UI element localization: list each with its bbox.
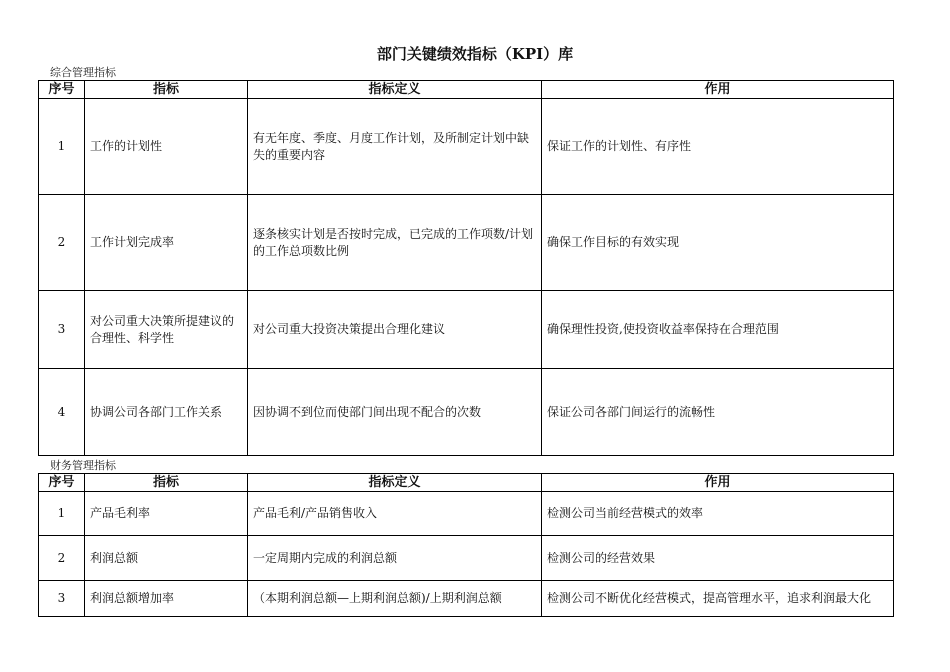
table-header-row	[39, 81, 894, 99]
table-row	[39, 195, 894, 291]
row-indicator: 工作的计划性	[85, 99, 248, 195]
header-no: 序号	[39, 474, 85, 492]
row-indicator: 利润总额增加率	[85, 581, 248, 617]
section-label-general: 综合管理指标	[50, 66, 116, 79]
table-header-row	[39, 474, 894, 492]
row-purpose: 检测公司当前经营模式的效率	[542, 492, 894, 536]
table-row	[39, 369, 894, 456]
header-indicator: 指标	[85, 81, 248, 99]
kpi-table-finance	[38, 473, 894, 617]
table-row	[39, 291, 894, 369]
row-purpose: 确保理性投资,使投资收益率保持在合理范围	[542, 291, 894, 369]
row-indicator: 产品毛利率	[85, 492, 248, 536]
row-no: 2	[39, 195, 85, 291]
table-row	[39, 536, 894, 581]
table-row	[39, 581, 894, 617]
page-title: 部门关键绩效指标（KPI）库	[376, 45, 574, 63]
header-no: 序号	[39, 81, 85, 99]
header-purpose: 作用	[542, 474, 894, 492]
row-definition: 逐条核实计划是否按时完成，已完成的工作项数/计划的工作总项数比例	[248, 195, 542, 291]
row-no: 1	[39, 99, 85, 195]
row-definition: 产品毛利/产品销售收入	[248, 492, 542, 536]
row-purpose: 检测公司不断优化经营模式，提高管理水平，追求利润最大化	[542, 581, 894, 617]
row-no: 3	[39, 581, 85, 617]
row-definition: 因协调不到位而使部门间出现不配合的次数	[248, 369, 542, 456]
header-definition: 指标定义	[248, 81, 542, 99]
row-purpose: 检测公司的经营效果	[542, 536, 894, 581]
section-label-finance: 财务管理指标	[50, 459, 116, 472]
row-definition: 一定周期内完成的利润总额	[248, 536, 542, 581]
row-no: 3	[39, 291, 85, 369]
header-indicator: 指标	[85, 474, 248, 492]
header-purpose: 作用	[542, 81, 894, 99]
row-indicator: 利润总额	[85, 536, 248, 581]
row-no: 4	[39, 369, 85, 456]
row-purpose: 确保工作目标的有效实现	[542, 195, 894, 291]
row-indicator: 协调公司各部门工作关系	[85, 369, 248, 456]
row-no: 2	[39, 536, 85, 581]
row-indicator: 对公司重大决策所提建议的合理性、科学性	[85, 291, 248, 369]
table-row	[39, 492, 894, 536]
row-purpose: 保证公司各部门间运行的流畅性	[542, 369, 894, 456]
table-row	[39, 99, 894, 195]
row-definition: （本期利润总额—上期利润总额)/上期利润总额	[248, 581, 542, 617]
header-definition: 指标定义	[248, 474, 542, 492]
kpi-table-general	[38, 80, 894, 456]
row-indicator: 工作计划完成率	[85, 195, 248, 291]
row-purpose: 保证工作的计划性、有序性	[542, 99, 894, 195]
row-no: 1	[39, 492, 85, 536]
row-definition: 有无年度、季度、月度工作计划，及所制定计划中缺失的重要内容	[248, 99, 542, 195]
row-definition: 对公司重大投资决策提出合理化建议	[248, 291, 542, 369]
